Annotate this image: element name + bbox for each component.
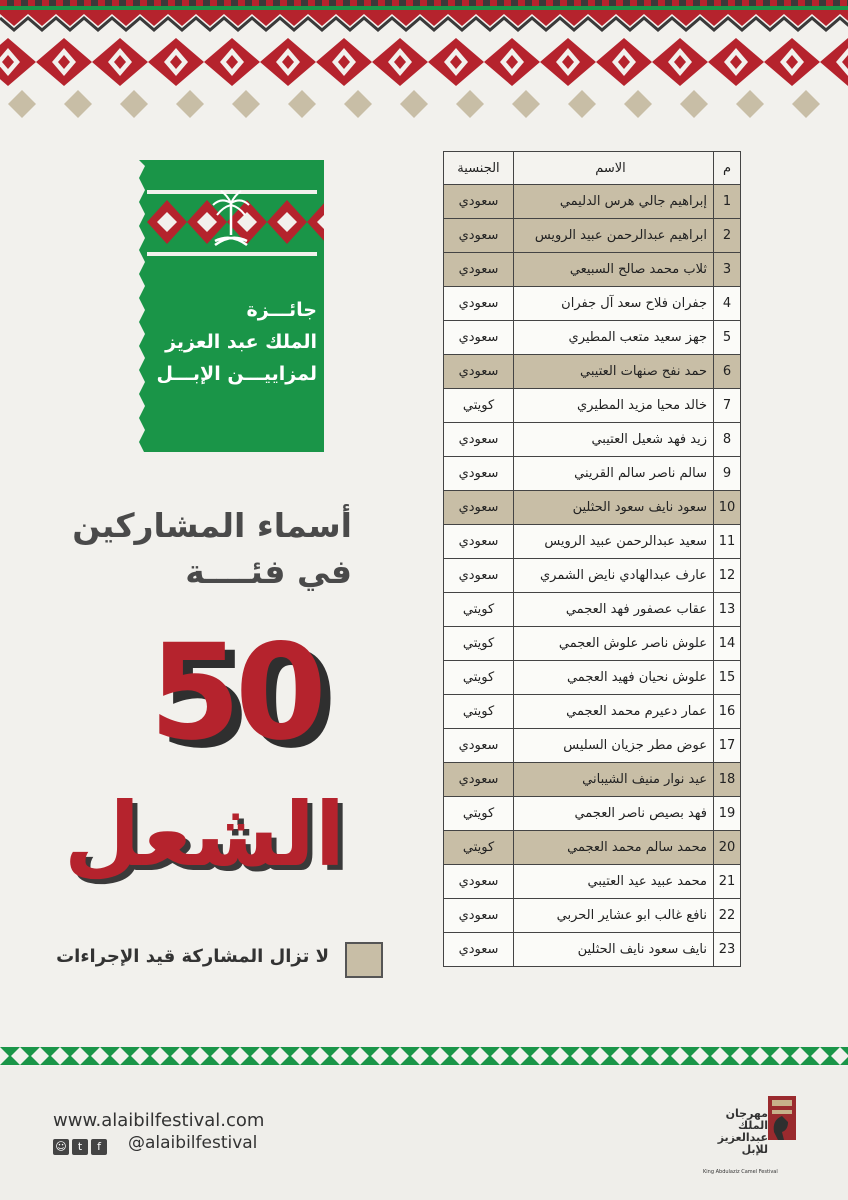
row-num: 11 xyxy=(714,525,741,559)
table-row xyxy=(444,559,741,593)
table-row xyxy=(444,321,741,355)
row-num: 8 xyxy=(714,423,741,457)
row-num: 5 xyxy=(714,321,741,355)
legend-text: لا تزال المشاركة قيد الإجراءات xyxy=(56,946,329,967)
row-num: 12 xyxy=(714,559,741,593)
table-row xyxy=(444,423,741,457)
row-num: 13 xyxy=(714,593,741,627)
table-header-row xyxy=(444,152,741,185)
snapchat-icon[interactable]: ☺ xyxy=(53,1139,69,1155)
participant-nationality: كويتي xyxy=(444,695,514,729)
table-row xyxy=(444,797,741,831)
participant-name: محمد عبيد عيد العتيبي xyxy=(514,865,714,899)
participant-name: ابراهيم عبدالرحمن عبيد الرويس xyxy=(514,219,714,253)
participant-nationality: سعودي xyxy=(444,763,514,797)
participant-name: نايف سعود نايف الحثلين xyxy=(514,933,714,967)
participant-nationality: كويتي xyxy=(444,661,514,695)
row-num: 19 xyxy=(714,797,741,831)
participant-nationality: سعودي xyxy=(444,899,514,933)
participant-nationality: كويتي xyxy=(444,593,514,627)
table-body xyxy=(444,185,741,967)
participant-nationality: سعودي xyxy=(444,185,514,219)
logo-text: مهرجان الملك عبدالعزيز للإبل xyxy=(717,1107,768,1156)
participant-nationality: سعودي xyxy=(444,457,514,491)
row-num: 2 xyxy=(714,219,741,253)
participant-nationality: سعودي xyxy=(444,491,514,525)
participant-name: سالم ناصر سالم القريني xyxy=(514,457,714,491)
row-num: 21 xyxy=(714,865,741,899)
table-row xyxy=(444,593,741,627)
participants-heading xyxy=(40,503,352,595)
footer-pattern xyxy=(0,1047,848,1065)
participant-name: عيد نوار منيف الشيباني xyxy=(514,763,714,797)
table-row xyxy=(444,525,741,559)
row-num: 1 xyxy=(714,185,741,219)
header-num: م xyxy=(714,152,741,185)
row-num: 9 xyxy=(714,457,741,491)
participant-name: ثلاب محمد صالح السبيعي xyxy=(514,253,714,287)
table-row xyxy=(444,729,741,763)
heading-line-1: أسماء المشاركين xyxy=(72,506,352,545)
table-row xyxy=(444,695,741,729)
row-num: 10 xyxy=(714,491,741,525)
participant-name: سعيد عبدالرحمن عبيد الرويس xyxy=(514,525,714,559)
table-row xyxy=(444,185,741,219)
award-title xyxy=(139,294,317,390)
participant-nationality: سعودي xyxy=(444,253,514,287)
participant-nationality: كويتي xyxy=(444,389,514,423)
participant-nationality: سعودي xyxy=(444,729,514,763)
table-row xyxy=(444,831,741,865)
table-row xyxy=(444,219,741,253)
table-row xyxy=(444,253,741,287)
award-line-1: جائـــزة xyxy=(246,299,317,321)
table-row xyxy=(444,865,741,899)
participant-name: عقاب عصفور فهد العجمي xyxy=(514,593,714,627)
row-num: 4 xyxy=(714,287,741,321)
table-row xyxy=(444,355,741,389)
participant-name: عمار دعيرم محمد العجمي xyxy=(514,695,714,729)
participant-name: علوش ناصر علوش العجمي xyxy=(514,627,714,661)
legend xyxy=(40,940,385,982)
participant-name: نافع غالب ابو عشاير الحربي xyxy=(514,899,714,933)
table-row xyxy=(444,457,741,491)
category-number: 50 xyxy=(149,616,321,770)
participant-nationality: سعودي xyxy=(444,865,514,899)
row-num: 6 xyxy=(714,355,741,389)
table-row xyxy=(444,491,741,525)
social-handle[interactable]: @alaibilfestival xyxy=(128,1133,258,1153)
row-num: 3 xyxy=(714,253,741,287)
row-num: 18 xyxy=(714,763,741,797)
award-line-3: لمزاييـــن الإبـــل xyxy=(156,363,317,385)
row-num: 22 xyxy=(714,899,741,933)
participant-nationality: سعودي xyxy=(444,525,514,559)
table-row xyxy=(444,933,741,967)
participant-nationality: كويتي xyxy=(444,797,514,831)
table-row xyxy=(444,661,741,695)
participant-nationality: سعودي xyxy=(444,321,514,355)
logo-english-text: King Abdulaziz Camel Festival xyxy=(703,1169,778,1175)
table-row xyxy=(444,389,741,423)
row-num: 7 xyxy=(714,389,741,423)
award-line-2: الملك عبد العزيز xyxy=(165,331,317,353)
table-row xyxy=(444,627,741,661)
top-decorative-pattern xyxy=(0,0,848,118)
participants-table xyxy=(443,151,741,967)
participant-name: عوض مطر جزيان السليس xyxy=(514,729,714,763)
twitter-icon[interactable]: t xyxy=(72,1139,88,1155)
participant-nationality: سعودي xyxy=(444,219,514,253)
social-icons xyxy=(53,1135,110,1155)
heading-line-2: في فئــــة xyxy=(185,552,352,591)
participant-name: محمد سالم محمد العجمي xyxy=(514,831,714,865)
participant-name: زيد فهد شعيل العتيبي xyxy=(514,423,714,457)
participant-name: جفران فلاح سعد آل جفران xyxy=(514,287,714,321)
row-num: 15 xyxy=(714,661,741,695)
row-num: 20 xyxy=(714,831,741,865)
participant-nationality: سعودي xyxy=(444,933,514,967)
participant-nationality: كويتي xyxy=(444,831,514,865)
header-name: الاسم xyxy=(514,152,714,185)
participant-name: جهز سعيد متعب المطيري xyxy=(514,321,714,355)
category-name: الشعل xyxy=(64,783,345,886)
participant-name: سعود نايف سعود الحثلين xyxy=(514,491,714,525)
table-row xyxy=(444,287,741,321)
row-num: 14 xyxy=(714,627,741,661)
participant-nationality: سعودي xyxy=(444,559,514,593)
participant-name: خالد محيا مزيد المطيري xyxy=(514,389,714,423)
participant-nationality: كويتي xyxy=(444,627,514,661)
participant-nationality: سعودي xyxy=(444,423,514,457)
table-row xyxy=(444,763,741,797)
facebook-icon[interactable]: f xyxy=(91,1139,107,1155)
legend-swatch xyxy=(345,942,383,978)
participant-name: عارف عبدالهادي نايض الشمري xyxy=(514,559,714,593)
participant-nationality: سعودي xyxy=(444,287,514,321)
participant-nationality: سعودي xyxy=(444,355,514,389)
website-link[interactable]: www.alaibilfestival.com xyxy=(53,1110,265,1131)
header-nationality: الجنسية xyxy=(444,152,514,185)
table-row xyxy=(444,899,741,933)
row-num: 16 xyxy=(714,695,741,729)
row-num: 17 xyxy=(714,729,741,763)
participant-name: حمد نفح صنهات العتيبي xyxy=(514,355,714,389)
row-num: 23 xyxy=(714,933,741,967)
participant-name: فهد بصيص ناصر العجمي xyxy=(514,797,714,831)
participant-name: إبراهيم جالي هرس الدليمي xyxy=(514,185,714,219)
participant-name: علوش نحيان فهيد العجمي xyxy=(514,661,714,695)
